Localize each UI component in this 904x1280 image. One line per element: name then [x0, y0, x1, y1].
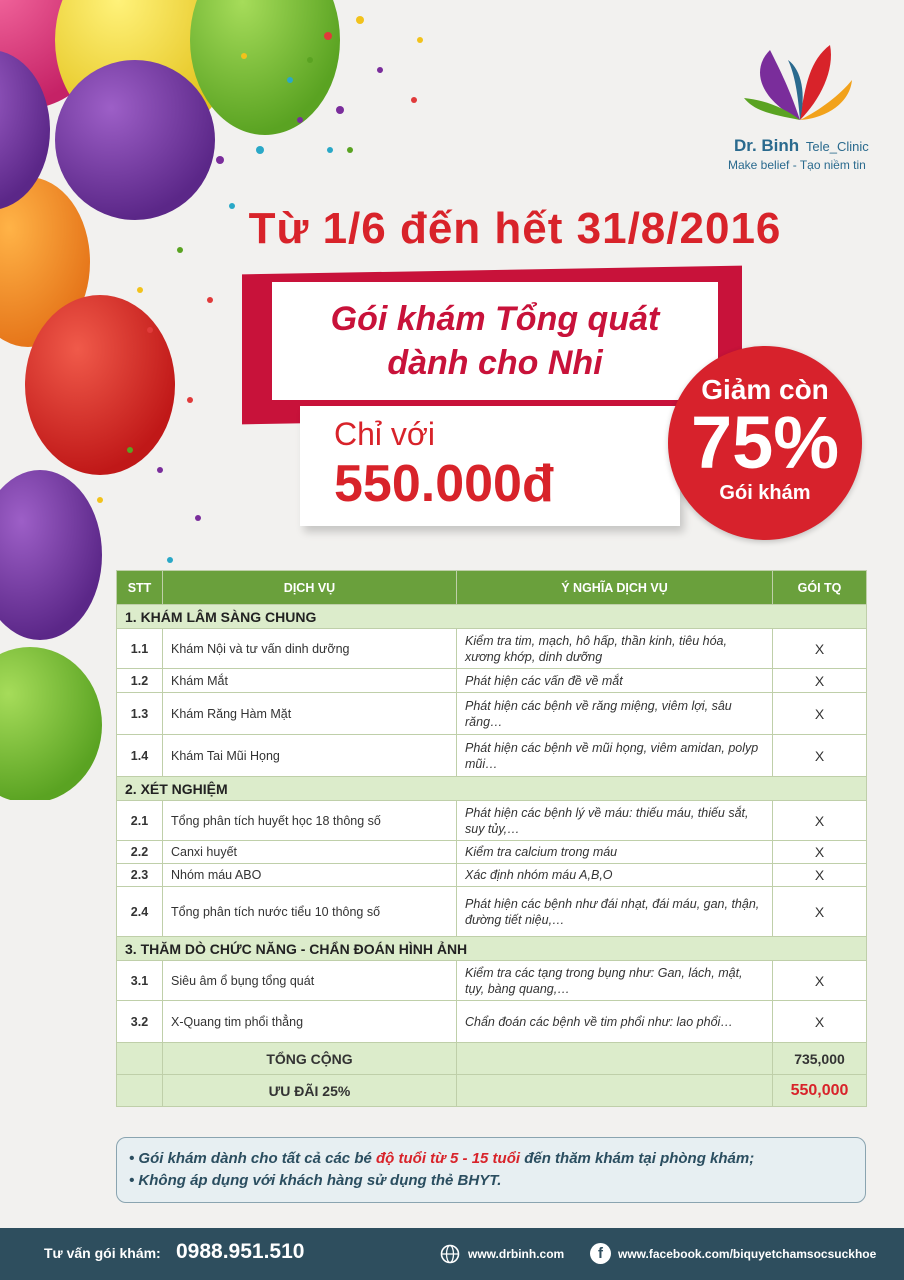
section-row [117, 605, 867, 629]
row-mark: X [773, 801, 867, 841]
footer-website-link[interactable]: www.drbinh.com [468, 1247, 565, 1261]
total-empty-cell [457, 1043, 773, 1075]
discount-row [117, 1075, 867, 1107]
footer-label: Tư vấn gói khám: [44, 1245, 161, 1261]
row-meaning: Xác định nhóm máu A,B,O [457, 864, 773, 887]
services-table [116, 570, 867, 1107]
logo-name [734, 136, 869, 156]
table-row [117, 801, 867, 841]
total-label: TỔNG CỘNG [163, 1043, 457, 1075]
table-row [117, 693, 867, 735]
row-number: 2.3 [117, 864, 163, 887]
row-service: Canxi huyết [163, 841, 457, 864]
note-1-post: đến thăm khám tại phòng khám; [520, 1150, 755, 1167]
facebook-icon: f [590, 1243, 611, 1264]
discount-empty-cell [457, 1075, 773, 1107]
price-box [300, 406, 680, 526]
discount-badge [668, 346, 862, 540]
table-row [117, 841, 867, 864]
row-service: Tổng phân tích nước tiểu 10 thông số [163, 887, 457, 937]
row-mark: X [773, 864, 867, 887]
row-service: Nhóm máu ABO [163, 864, 457, 887]
row-number: 1.2 [117, 669, 163, 693]
row-meaning: Phát hiện các vấn đề về mắt [457, 669, 773, 693]
row-meaning: Phát hiện các bệnh lý về máu: thiếu máu, thiếu sắt, suy tủy,… [457, 801, 773, 841]
logo-tagline: Make belief - Tạo niềm tin [728, 158, 866, 172]
row-number: 2.4 [117, 887, 163, 937]
row-mark: X [773, 669, 867, 693]
row-service: Khám Răng Hàm Mặt [163, 693, 457, 735]
balloon-green-bottom [0, 647, 102, 800]
row-service: Khám Nội và tư vấn dinh dưỡng [163, 629, 457, 669]
row-meaning: Chẩn đoán các bệnh về tim phổi như: lao phổi… [457, 1001, 773, 1043]
discount-value: 550,000 [773, 1075, 867, 1107]
row-number: 3.1 [117, 961, 163, 1001]
banner-title-line1: Gói khám Tổng quát [330, 300, 660, 338]
header-meaning: Ý NGHĨA DỊCH VỤ [457, 571, 773, 605]
note-line-1 [129, 1148, 865, 1170]
table-row [117, 629, 867, 669]
footer [0, 1228, 904, 1280]
row-mark: X [773, 1001, 867, 1043]
row-mark: X [773, 693, 867, 735]
row-meaning: Phát hiện các bệnh về mũi họng, viêm amidan, polyp mũi… [457, 735, 773, 777]
table-row [117, 961, 867, 1001]
logo-name-text: Dr. Binh [734, 136, 800, 155]
row-service: Khám Mắt [163, 669, 457, 693]
section-title: 3. THĂM DÒ CHỨC NĂNG - CHẨN ĐOÁN HÌNH ẢNH [117, 937, 867, 961]
table-row [117, 669, 867, 693]
price-value: 550.000đ [334, 455, 554, 513]
notes-box [116, 1137, 866, 1203]
table-row [117, 864, 867, 887]
row-number: 3.2 [117, 1001, 163, 1043]
total-empty-cell [117, 1043, 163, 1075]
row-meaning: Phát hiện các bệnh như đái nhạt, đái máu, gan, thận, đường tiết niệu,… [457, 887, 773, 937]
note-1-highlight: độ tuổi từ 5 - 15 tuổi [376, 1150, 521, 1167]
row-service: Khám Tai Mũi Họng [163, 735, 457, 777]
clinic-logo [726, 40, 876, 190]
row-number: 2.1 [117, 801, 163, 841]
row-service: Siêu âm ổ bụng tổng quát [163, 961, 457, 1001]
footer-phone[interactable]: 0988.951.510 [176, 1240, 305, 1263]
table-header-row [117, 571, 867, 605]
row-number: 1.1 [117, 629, 163, 669]
total-row [117, 1043, 867, 1075]
section-title: 1. KHÁM LÂM SÀNG CHUNG [117, 605, 867, 629]
discount-label: ƯU ĐÃI 25% [163, 1075, 457, 1107]
row-mark: X [773, 629, 867, 669]
row-mark: X [773, 841, 867, 864]
row-number: 2.2 [117, 841, 163, 864]
promo-period: Từ 1/6 đến hết 31/8/2016 [248, 204, 782, 253]
logo-sub: Tele_Clinic [805, 139, 869, 154]
table-row [117, 1001, 867, 1043]
note-1-pre: • Gói khám dành cho tất cả các bé [129, 1150, 376, 1167]
balloon-red [25, 295, 175, 475]
balloon-purple-bottom [0, 470, 102, 640]
section-row [117, 937, 867, 961]
header-service: DỊCH VỤ [163, 571, 457, 605]
header-package: GÓI TQ [773, 571, 867, 605]
table-row [117, 887, 867, 937]
header-stt: STT [117, 571, 163, 605]
row-number: 1.3 [117, 693, 163, 735]
balloon-purple-top [55, 60, 215, 220]
table-row [117, 735, 867, 777]
row-number: 1.4 [117, 735, 163, 777]
badge-top-text: Giảm còn [701, 374, 829, 405]
banner [272, 282, 718, 400]
balloon-green-top [190, 0, 340, 135]
total-value: 735,000 [773, 1043, 867, 1075]
row-mark: X [773, 961, 867, 1001]
logo-flower-icon [740, 40, 860, 130]
row-service: Tổng phân tích huyết học 18 thông số [163, 801, 457, 841]
badge-bottom-text: Gói khám [719, 482, 811, 504]
section-title: 2. XÉT NGHIỆM [117, 777, 867, 801]
row-meaning: Kiểm tra tim, mạch, hô hấp, thần kinh, tiêu hóa, xương khớp, dinh dưỡng [457, 629, 773, 669]
footer-facebook-link[interactable]: www.facebook.com/biquyetchamsocsuckhoe [618, 1247, 877, 1261]
price-label: Chỉ với [334, 416, 435, 452]
row-meaning: Phát hiện các bệnh về răng miệng, viêm lợi, sâu răng… [457, 693, 773, 735]
discount-empty-cell [117, 1075, 163, 1107]
row-service: X-Quang tim phổi thẳng [163, 1001, 457, 1043]
section-row [117, 777, 867, 801]
row-meaning: Kiểm tra các tạng trong bụng như: Gan, lách, mật, tụy, bàng quang,… [457, 961, 773, 1001]
row-meaning: Kiểm tra calcium trong máu [457, 841, 773, 864]
note-line-2: • Không áp dụng với khách hàng sử dụng thẻ BHYT. [129, 1172, 502, 1189]
row-mark: X [773, 735, 867, 777]
banner-title-line2: dành cho Nhi [387, 344, 603, 382]
globe-icon [440, 1244, 460, 1264]
row-mark: X [773, 887, 867, 937]
badge-percent: 75% [690, 401, 840, 484]
